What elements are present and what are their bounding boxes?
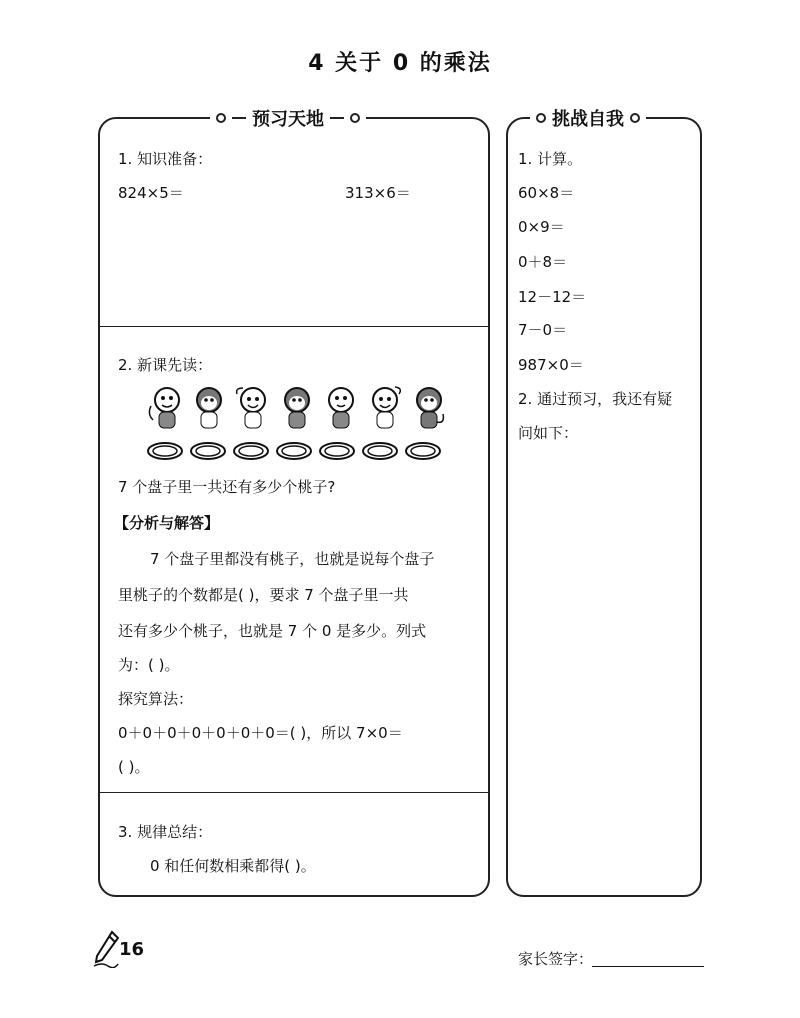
preview-panel-header bbox=[210, 105, 366, 131]
monkey-icon bbox=[277, 384, 317, 432]
section2-heading: 2. 新课先读： bbox=[118, 356, 213, 374]
calc-problem: 0＋8＝ bbox=[518, 253, 568, 271]
section-divider bbox=[100, 792, 488, 793]
problem-824x5: 824×5＝ bbox=[118, 184, 184, 202]
plate-icon bbox=[276, 442, 312, 460]
section-divider bbox=[100, 326, 488, 327]
plate-icon bbox=[319, 442, 355, 460]
preview-panel bbox=[98, 109, 490, 897]
monkeys-and-plates-illustration bbox=[145, 384, 445, 470]
section2-question: 7 个盘子里一共还有多少个桃子? bbox=[118, 478, 336, 496]
header-dot-icon bbox=[536, 113, 546, 123]
plate-icon bbox=[190, 442, 226, 460]
explore-heading: 探究算法： bbox=[118, 690, 194, 708]
calc-problem: 7－0＝ bbox=[518, 321, 568, 339]
calc-problem: 0×9＝ bbox=[518, 218, 565, 236]
explore-line: 0＋0＋0＋0＋0＋0＋0＝( )，所以 7×0＝ bbox=[118, 724, 403, 742]
header-dash-icon bbox=[232, 117, 246, 119]
challenge-panel-header bbox=[530, 105, 646, 131]
section3-heading: 3. 规律总结： bbox=[118, 823, 213, 841]
page-number: 16 bbox=[119, 939, 145, 960]
signature-line[interactable] bbox=[592, 966, 704, 967]
monkey-icon bbox=[189, 384, 229, 432]
plate-icon bbox=[147, 442, 183, 460]
monkey-icon bbox=[321, 384, 361, 432]
parent-signature-label: 家长签字： bbox=[518, 950, 594, 968]
pencil-icon bbox=[92, 930, 120, 968]
header-dash-icon bbox=[330, 117, 344, 119]
monkey-icon bbox=[233, 384, 273, 432]
analysis-line: 里桃子的个数都是( )，要求 7 个盘子里一共 bbox=[118, 586, 409, 604]
challenge-section2-line: 2. 通过预习，我还有疑 bbox=[518, 390, 673, 408]
header-dot-icon bbox=[630, 113, 640, 123]
plate-icon bbox=[362, 442, 398, 460]
calc-problem: 12－12＝ bbox=[518, 288, 587, 306]
challenge-section2-line: 问如下： bbox=[518, 424, 579, 442]
section1-heading: 1. 知识准备： bbox=[118, 150, 213, 168]
plate-icon bbox=[233, 442, 269, 460]
header-dot-icon bbox=[216, 113, 226, 123]
challenge-panel bbox=[506, 109, 702, 897]
problem-313x6: 313×6＝ bbox=[345, 184, 411, 202]
analysis-line: 还有多少个桃子，也就是 7 个 0 是多少。列式 bbox=[118, 622, 427, 640]
header-dot-icon bbox=[350, 113, 360, 123]
analysis-heading: 【分析与解答】 bbox=[114, 514, 220, 532]
calc-problem: 60×8＝ bbox=[518, 184, 575, 202]
analysis-line: 为：( )。 bbox=[118, 656, 180, 674]
monkey-icon bbox=[409, 384, 449, 432]
monkey-icon bbox=[145, 384, 185, 432]
explore-line: ( )。 bbox=[118, 758, 150, 776]
challenge-section1-heading: 1. 计算。 bbox=[518, 150, 583, 168]
challenge-panel-title: 挑战自我 bbox=[552, 109, 624, 130]
plate-icon bbox=[405, 442, 441, 460]
page-title: 4 关于 0 的乘法 bbox=[308, 51, 492, 76]
rule-statement: 0 和任何数相乘都得( )。 bbox=[150, 857, 316, 875]
analysis-line: 7 个盘子里都没有桃子，也就是说每个盘子 bbox=[150, 550, 435, 568]
monkey-icon bbox=[365, 384, 405, 432]
preview-panel-title: 预习天地 bbox=[252, 109, 324, 130]
calc-problem: 987×0＝ bbox=[518, 356, 584, 374]
